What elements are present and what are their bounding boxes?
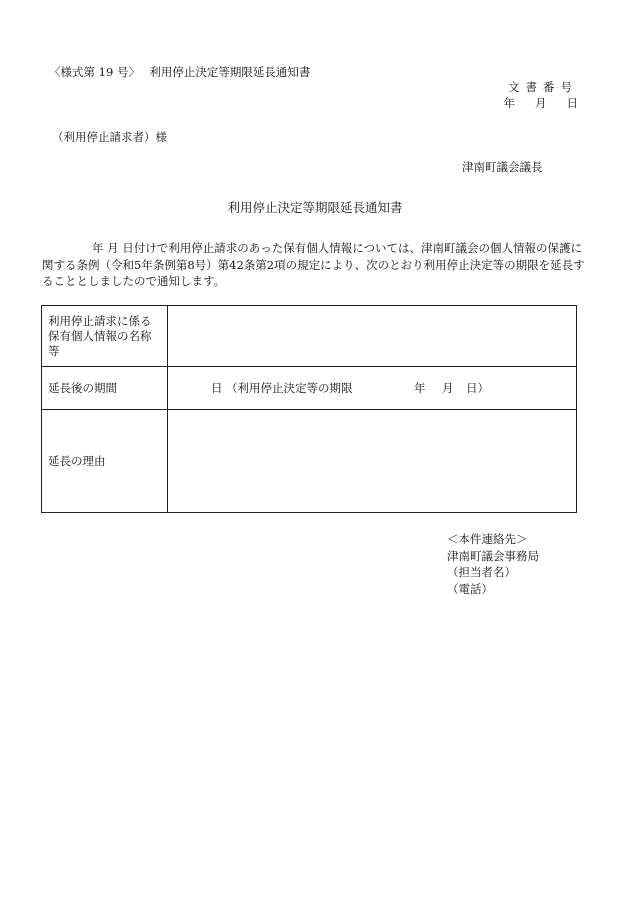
contact-block bbox=[447, 531, 539, 597]
deadline-day: 日） bbox=[466, 381, 489, 395]
reason-value bbox=[168, 410, 577, 513]
contact-heading: ＜本件連絡先＞ bbox=[447, 532, 528, 546]
date-day: 日 bbox=[566, 96, 578, 110]
deadline-year: 年 bbox=[414, 381, 426, 395]
form-label: 〈様式第 19 号〉 利用停止決定等期限延長通知書 bbox=[49, 65, 311, 79]
period-day: 日 bbox=[211, 381, 223, 395]
extended-period-label: 延長後の期間 bbox=[42, 367, 168, 410]
contact-phone: （電話） bbox=[447, 581, 493, 596]
contact-person: （担当者名） bbox=[447, 565, 516, 579]
info-name-label: 利用停止請求に係る保有個人情報の名称等 bbox=[42, 306, 168, 367]
document-title: 利用停止決定等期限延長通知書 bbox=[227, 200, 403, 215]
deadline-label: （利用停止決定等の期限 bbox=[226, 381, 353, 395]
info-name-value bbox=[168, 306, 577, 367]
sender: 津南町議会議長 bbox=[462, 160, 543, 174]
deadline-month: 月 bbox=[442, 381, 454, 395]
date-month: 月 bbox=[535, 96, 547, 110]
table-row bbox=[42, 410, 577, 513]
body-paragraph: 年 月 日付けで利用停止請求のあった保有個人情報については、津南町議会の個人情報の保護に関する条例（令和5年条例第8号）第42条第2項の規定により、次のとおり利用停止決定等の期限を延長することとしましたので通知します。 bbox=[42, 241, 585, 288]
date-year: 年 bbox=[503, 96, 515, 110]
reason-label: 延長の理由 bbox=[42, 410, 168, 513]
addressee: （利用停止請求者）様 bbox=[52, 130, 167, 144]
table-row bbox=[42, 306, 577, 367]
info-table bbox=[41, 305, 577, 513]
contact-office: 津南町議会事務局 bbox=[447, 548, 539, 563]
extended-period-value bbox=[168, 367, 577, 410]
document-number-label: 文書番号 bbox=[508, 80, 578, 94]
document-date bbox=[504, 97, 579, 111]
table-row bbox=[42, 367, 577, 410]
